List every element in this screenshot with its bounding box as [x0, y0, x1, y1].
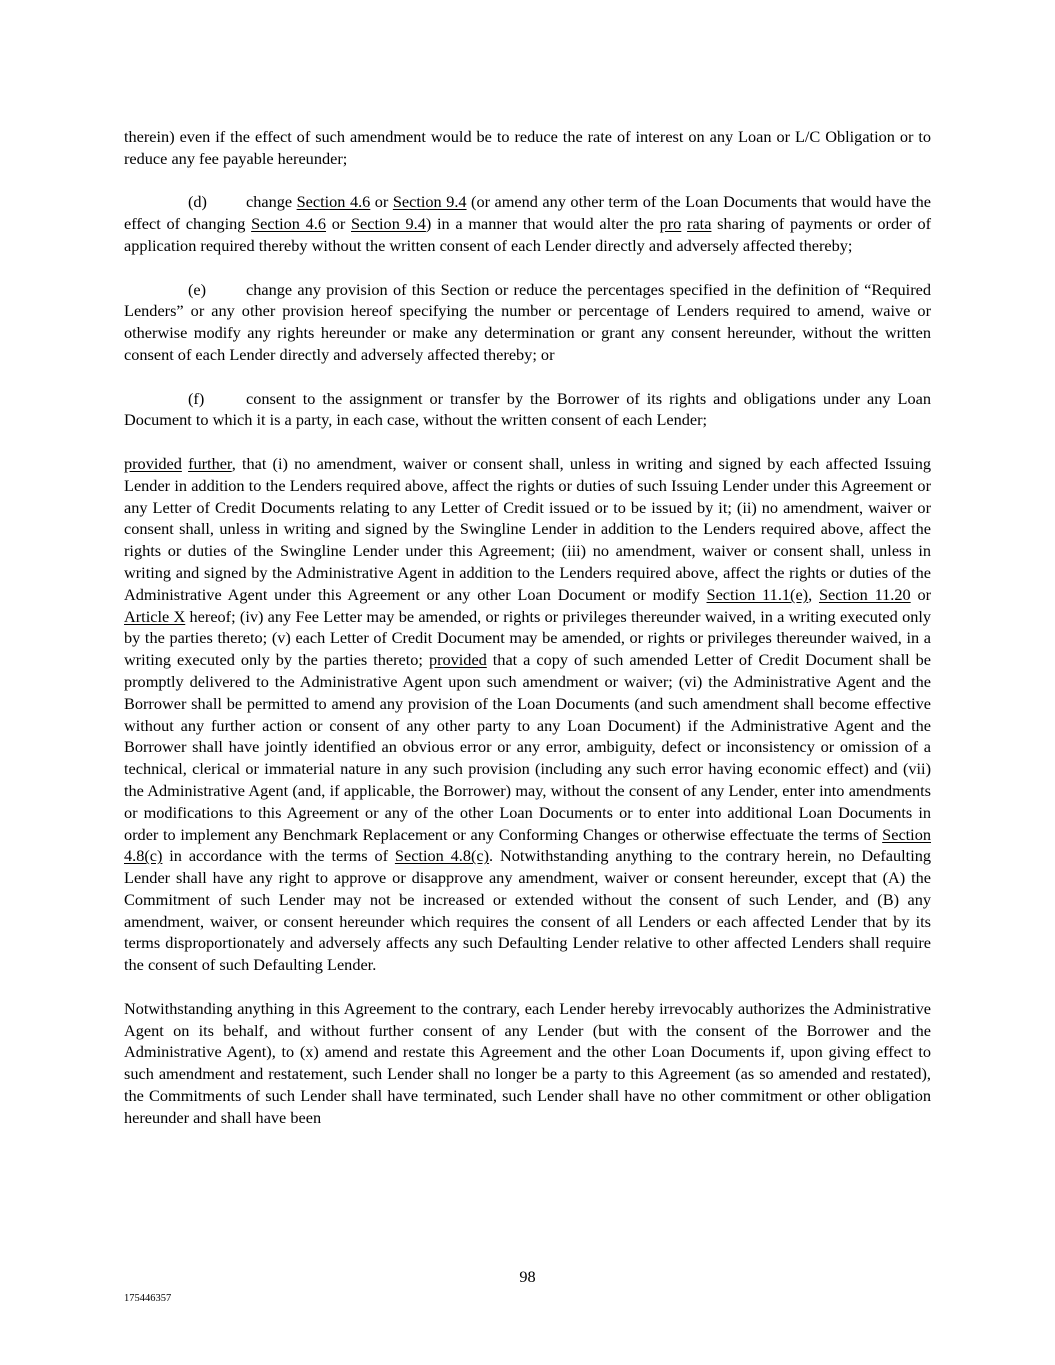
further-term: further — [188, 453, 232, 473]
section-4-8c-ref: Section 4.8(c) — [394, 846, 490, 866]
pro-term: pro — [659, 214, 682, 234]
clause-e-label: (e) — [188, 279, 207, 299]
clause-f: (f) consent to the assignment or transfer by the Borrower of its rights and obligations under any Loan Document to which it is a party, in each case, without the written consent of each Lender; — [124, 388, 931, 430]
section-9-4-ref: Section 9.4 — [392, 192, 467, 212]
section-11-1e-ref: Section 11.1(e) — [706, 584, 809, 604]
clause-e: (e) change any provision of this Section or reduce the percentages specified in the definition of “Required Lenders” or any other provision hereof specifying the number or percentage of Lenders required to amend, waive or otherwise modify any rights hereunder or make any determination or grant any consent hereunder, without the written consent of each Lender directly and adversely affected thereby; or — [124, 279, 931, 364]
section-4-8c-ref: Section 4.8(c) — [124, 824, 931, 866]
clause-d: (d) change Section 4.6 or Section 9.4 (or amend any other term of the Loan Documents that would have the effect of changing Section 4.6 or Section 9.4) in a manner that would alter the pro rata sharing of payments or order of application required thereby without the written consent of each Lender directly and adversely affected thereby; — [124, 192, 932, 255]
rata-term: rata — [687, 214, 712, 234]
section-4-6-ref: Section 4.6 — [251, 214, 327, 234]
clause-f-label: (f) — [188, 388, 205, 408]
page-number: 98 — [519, 1267, 536, 1286]
document-id: 175446357 — [124, 1293, 172, 1304]
notwithstanding-paragraph: Notwithstanding anything in this Agreement to the contrary, each Lender hereby irrevocably authorizes the Administrative Agent on its behalf, and without further consent of any Lender (but with the consent of the Borrower and the Administrative Agent), to (x) amend and restate this Agreement and the other Loan Documents if, upon giving effect to such amendment and restatement, such Lender shall no longer be a party to this Agreement (as so amended and restated), the Commitments of such Lender shall have terminated, such Lender shall have no other commitment or other obligation hereunder and shall have been — [124, 998, 931, 1127]
section-11-20-ref: Section 11.20 — [818, 584, 911, 604]
clause-d-label: (d) — [188, 192, 207, 212]
article-x-ref: Article X — [124, 606, 186, 626]
proviso-paragraph: provided further, that (i) no amendment, waiver or consent shall, unless in writing and signed by each affected Issuing Lender in addition to the Lenders required above, affect the rights or duties of such Issuing Lender under this Agreement or any Letter of Credit Documents relating to any Letter of Credit issued or to be issued by it; (ii) no amendment, waiver or consent shall, unless in writing and signed by the Swingline Lender in addition to the Lenders required above, affect the rights or duties of the Swingline Lender under this Agreement; (iii) no amendment, waiver or consent shall, unless in writing and signed by the Administrative Agent in addition to the Lenders required above, affect the rights or duties of the Administrative Agent under this Agreement or any other Loan Document or modify Section 11.1(e), Section 11.20 or Article X hereof; (iv) any Fee Letter may be amended, or rights or privileges thereunder waived, in a writing executed only by the parties thereto; (v) each Letter of Credit Document may be amended, or rights or privileges thereunder waived, in a writing executed only by the parties thereto; provided that a copy of such amended Letter of Credit Document shall be promptly delivered to the Administrative Agent upon such amendment or waiver; (vi) the Administrative Agent and the Borrower shall be permitted to amend any provision of the Loan Documents (and such amendment shall become effective without any further action or consent of any other party to any Loan Document) if the Administrative Agent and the Borrower shall have jointly identified an obvious error or any error, ambiguity, defect or inconsistency or omission of a technical, clerical or immaterial nature in any such provision (including any such error having economic effect) and (vii) the Administrative Agent (and, if applicable, the Borrower) may, without the consent of any Lender, enter into amendments or modifications to this Agreement or any of the other Loan Documents or to enter into additional Loan Documents in order to implement any Benchmark Replacement or any Conforming Changes or otherwise effectuate the terms of Section 4.8(c) in accordance with the terms of Section 4.8(c). Notwithstanding anything to the contrary herein, no Defaulting Lender shall have any right to approve or disapprove any amendment, waiver or consent hereunder, except that (A) the Commitment of such Lender may not be increased or extended without the consent of such Lender, and (B) any amendment, waiver, or consent hereunder which requires the consent of all Lenders or each affected Lender that by its terms disproportionately and adversely affects any such Defaulting Lender relative to other affected Lenders shall require the consent of such Defaulting Lender. — [124, 453, 932, 975]
section-9-4-ref: Section 9.4 — [351, 214, 426, 234]
provided-term: provided — [124, 453, 182, 473]
section-4-6-ref: Section 4.6 — [296, 192, 371, 212]
paragraph-continuation: therein) even if the effect of such amendment would be to reduce the rate of interest on any Loan or L/C Obligation or to reduce any fee payable hereunder; — [124, 127, 931, 168]
document-body — [124, 126, 931, 1150]
provided-term: provided — [428, 650, 487, 670]
